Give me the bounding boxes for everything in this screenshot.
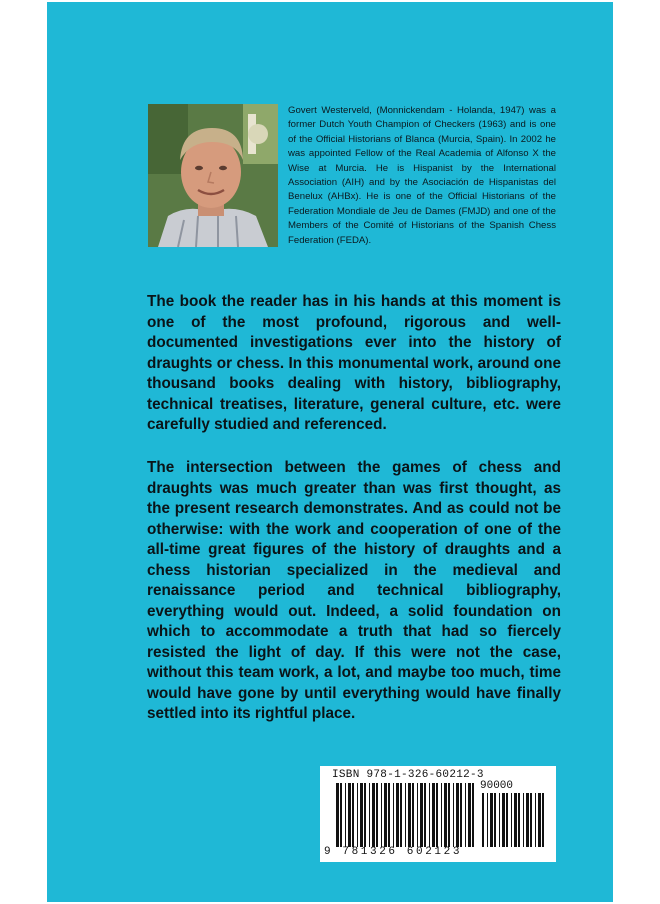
isbn-label: ISBN 978-1-326-60212-3 xyxy=(332,769,484,781)
barcode-bar xyxy=(352,783,354,847)
barcode-bar xyxy=(511,793,512,847)
barcode-bar xyxy=(472,783,474,847)
barcode-bar xyxy=(482,793,484,847)
barcode-bar xyxy=(412,783,414,847)
ean-digits: 9 781326 602123 xyxy=(324,846,463,858)
barcode-bar xyxy=(506,793,508,847)
barcode-bar xyxy=(340,783,342,847)
barcode-bar xyxy=(420,783,423,847)
barcode-bar xyxy=(417,783,418,847)
barcode-bar xyxy=(535,793,536,847)
author-bio: Govert Westerveld, (Monnickendam - Holanda, 1947) was a former Dutch Youth Champion of Checkers (1963) and is one of the Official Historians of Blanca (Murcia, Spain). In 2002 he was appointed Fellow of the Real Academia of Alfonso X the Wise at Murcia. He is Hispanist by the International Association (AIH) and by the Asociación de Hispanistas del Benelux (AHBx). He is one of the Official Historians of the Federation Mondiale de Jeu de Dames (FMJD) and one of the Members of the Comité of Historians of the Spanish Chess Federation (FEDA). xyxy=(288,105,556,246)
barcode-bar xyxy=(444,783,447,847)
barcode-bar xyxy=(384,783,387,847)
blurb-paragraph-2: The intersection between the games of chess and draughts was much greater than was first thought, as the present research demonstrates. And as could not be otherwise: with the work and cooperation of one of the all-time great figures of the history of draughts and a chess historian specialized in the medieval and renaissance period and technical bibliography, everything would out. Indeed, a solid foundation on which to accommodate a truth that had so fiercely resisted the light of day. If this were not the case, without this team work, a lot, and maybe too much, time would have gone by until everything would have finally settled into its rightful place. xyxy=(147,459,561,722)
author-portrait-image xyxy=(148,104,278,247)
barcode-bar xyxy=(487,793,488,847)
price-code: 90000 xyxy=(480,780,514,792)
barcode-bar xyxy=(336,783,339,847)
barcode-bar xyxy=(372,783,375,847)
barcode-bar xyxy=(490,793,493,847)
barcode-bar xyxy=(369,783,370,847)
barcode-bar xyxy=(460,783,462,847)
barcode-bar xyxy=(429,783,430,847)
barcode-bar xyxy=(502,793,505,847)
isbn-barcode xyxy=(320,766,556,862)
barcode-bar xyxy=(523,793,524,847)
author-photo xyxy=(148,104,278,247)
barcode-bar xyxy=(514,793,517,847)
barcode-bar xyxy=(468,783,471,847)
barcode-bar xyxy=(436,783,438,847)
barcode-bar xyxy=(453,783,454,847)
barcode-bar xyxy=(448,783,450,847)
barcode-bar xyxy=(357,783,358,847)
barcode-bar xyxy=(494,793,496,847)
barcode-bar xyxy=(360,783,363,847)
barcode-bar xyxy=(530,793,532,847)
barcode-bar xyxy=(348,783,351,847)
barcode-bar xyxy=(441,783,442,847)
barcode-bar xyxy=(538,793,541,847)
barcode-bar xyxy=(456,783,459,847)
barcode-bar xyxy=(376,783,378,847)
barcode-bar xyxy=(405,783,406,847)
addon-barcode-bars xyxy=(482,793,544,847)
barcode-bar xyxy=(542,793,544,847)
barcode-bar xyxy=(432,783,435,847)
barcode-bar xyxy=(499,793,500,847)
barcode-bar xyxy=(364,783,366,847)
barcode-bar xyxy=(408,783,411,847)
barcode-bar xyxy=(381,783,382,847)
barcode-bar xyxy=(424,783,426,847)
barcode-bar xyxy=(388,783,390,847)
barcode-bar xyxy=(345,783,346,847)
barcode-bar xyxy=(396,783,399,847)
barcode-bar xyxy=(400,783,402,847)
barcode-bar xyxy=(526,793,529,847)
ean-barcode-bars xyxy=(336,783,476,847)
barcode-bar xyxy=(393,783,394,847)
blurb-paragraph-1: The book the reader has in his hands at this moment is one of the most profound, rigorous and well-documented investigations ever into the history of draughts or chess. In this monumental work, around one thousand books dealing with history, bibliography, technical treatises, literature, general culture, etc. were carefully studied and referenced. xyxy=(147,293,561,433)
barcode-bar xyxy=(465,783,466,847)
barcode-bar xyxy=(518,793,520,847)
